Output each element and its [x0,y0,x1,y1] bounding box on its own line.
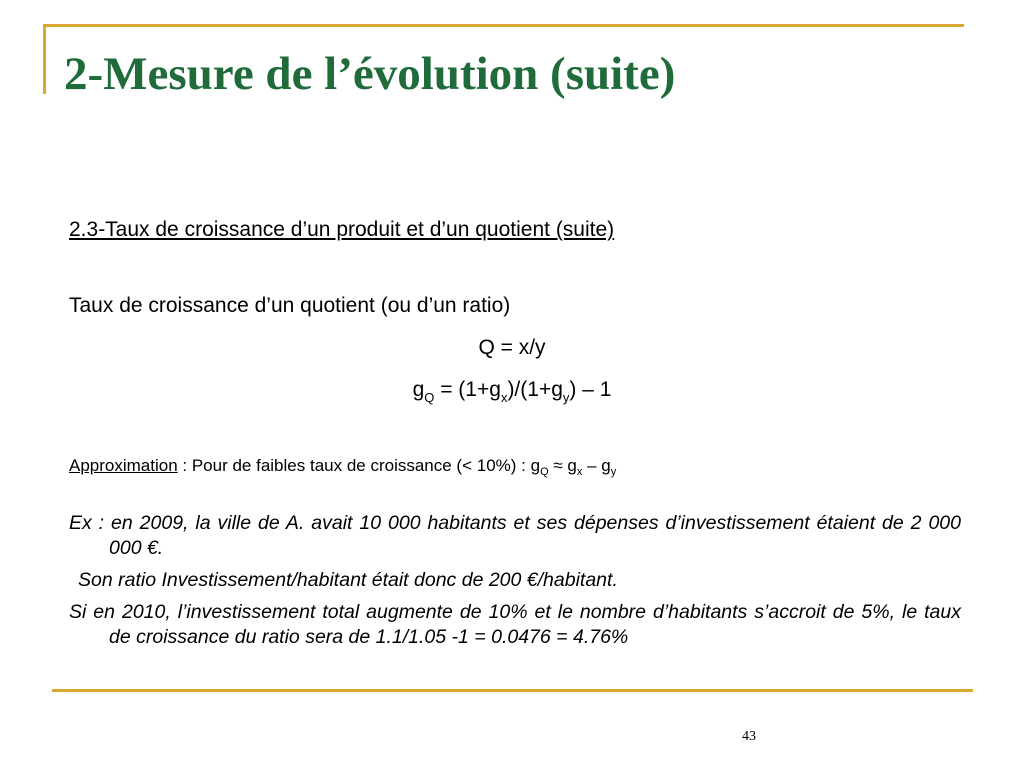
approx-symbol: ≈ g [548,456,577,475]
formula-part1: = (1+g [434,378,501,401]
top-border-line [43,24,964,27]
bottom-border-line [52,689,973,692]
example-paragraph-2: Son ratio Investissement/habitant était donc de 200 €/habitant. [78,569,618,591]
example-paragraph-1: Ex : en 2009, la ville de A. avait 10 000 habitants et ses dépenses d’investissement étaient de 2 000 000 €. [69,512,961,559]
example-paragraph-3: Si en 2010, l’investissement total augmente de 10% et le nombre d’habitants s’accroit de 5%, le taux de croissance du ratio sera de 1.1/1.05 -1 = 0.0476 = 4.76% [69,601,961,648]
approximation-line [69,454,616,480]
formula-sub-x: x [500,390,508,405]
intro-text: Taux de croissance d’un quotient (ou d’un ratio) [69,294,511,317]
formula-sub-y: y [562,390,570,405]
approximation-text: : Pour de faibles taux de croissance (< 10%) : g [177,456,541,475]
page-number: 43 [742,729,756,744]
approx-sub-x: x [576,466,583,478]
quotient-formula: Q = x/y [478,336,546,359]
formula-part3: ) – 1 [569,378,612,401]
formula-g: g [412,378,425,401]
section-subtitle: 2.3-Taux de croissance d’un produit et d’un quotient (suite) [69,218,615,241]
formula-sub-q: Q [424,390,435,405]
approximation-label: Approximation [69,456,178,475]
approx-sub-q: Q [540,466,549,478]
growth-rate-formula [0,376,1024,406]
slide-title: 2-Mesure de l’évolution (suite) [64,48,676,100]
approx-minus: – g [582,456,611,475]
left-border-line [43,24,46,94]
approx-sub-y: y [610,466,617,478]
formula-part2: )/(1+g [507,378,563,401]
